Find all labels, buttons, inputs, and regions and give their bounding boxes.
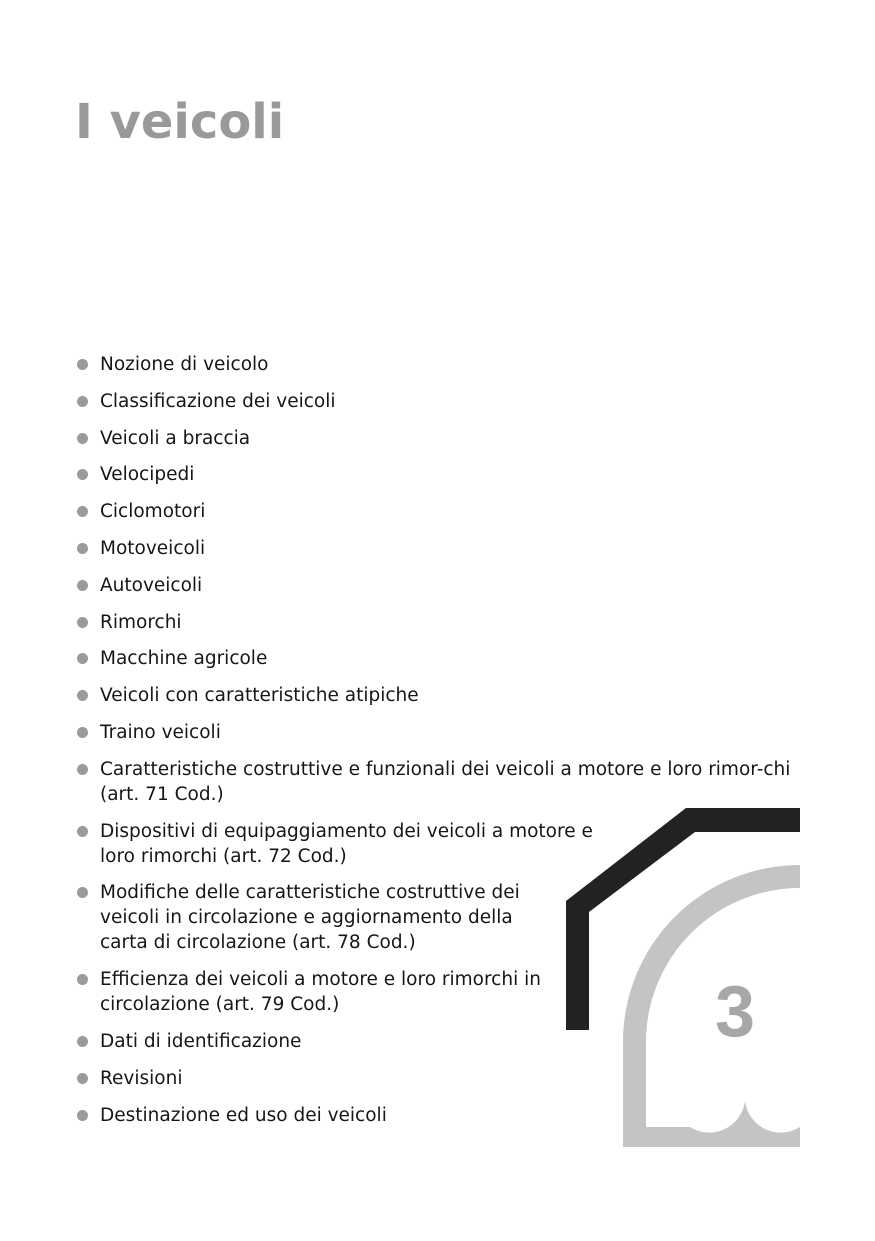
topic-text: Veicoli a braccia	[100, 427, 251, 449]
topic-text: Dati di identificazione	[100, 1030, 302, 1052]
list-item	[75, 536, 805, 561]
bullet-icon	[77, 764, 88, 775]
bullet-icon	[77, 359, 88, 370]
topic-text: Rimorchi	[100, 611, 182, 633]
topic-text: Caratteristiche costruttive e funzionali dei veicoli a motore e loro rimor-chi (art. 71 Cod.)	[100, 758, 791, 805]
bullet-icon	[77, 727, 88, 738]
chapter-number: 3	[714, 972, 756, 1052]
bullet-icon	[77, 506, 88, 517]
topic-text: Revisioni	[100, 1067, 183, 1089]
bullet-icon	[77, 1110, 88, 1121]
topic-text: Veicoli con caratteristiche atipiche	[100, 685, 419, 707]
bullet-icon	[77, 974, 88, 985]
list-item	[75, 646, 805, 671]
topic-text: Dispositivi di equipaggiamento dei veicoli a motore e loro rimorchi (art. 72 Cod.)	[100, 820, 593, 867]
topic-text: Ciclomotori	[100, 501, 206, 523]
topic-text: Motoveicoli	[100, 537, 206, 559]
bullet-icon	[77, 1036, 88, 1047]
topic-text: Velocipedi	[100, 464, 195, 486]
topic-text: Autoveicoli	[100, 574, 203, 596]
bullet-icon	[77, 653, 88, 664]
bullet-icon	[77, 580, 88, 591]
list-item	[75, 573, 805, 598]
bullet-icon	[77, 690, 88, 701]
list-item	[75, 389, 805, 414]
topic-text: Nozione di veicolo	[100, 354, 269, 375]
topic-text: Efficienza dei veicoli a motore e loro rimorchi in circolazione (art. 79 Cod.)	[100, 969, 541, 1016]
bullet-icon	[77, 1073, 88, 1084]
list-item	[75, 352, 805, 377]
list-item	[75, 683, 805, 708]
list-item	[75, 462, 805, 487]
list-item	[75, 499, 805, 524]
bullet-icon	[77, 469, 88, 480]
topic-text: Destinazione ed uso dei veicoli	[100, 1104, 387, 1126]
bullet-icon	[77, 396, 88, 407]
bullet-icon	[77, 433, 88, 444]
bullet-icon	[77, 617, 88, 628]
chapter-title: I veicoli	[75, 94, 285, 150]
list-item	[75, 610, 805, 635]
list-item	[75, 757, 805, 807]
bullet-icon	[77, 826, 88, 837]
list-item	[75, 720, 805, 745]
topic-text: Macchine agricole	[100, 648, 268, 670]
topic-text: Classificazione dei veicoli	[100, 390, 336, 412]
bullet-icon	[77, 887, 88, 898]
bullet-icon	[77, 543, 88, 554]
topic-text: Traino veicoli	[100, 721, 221, 743]
list-item	[75, 426, 805, 451]
topic-text: Modifiche delle caratteristiche costruttive dei veicoli in circolazione e aggiornamento della carta di circolazione (art. 78 Cod.)	[100, 882, 520, 954]
